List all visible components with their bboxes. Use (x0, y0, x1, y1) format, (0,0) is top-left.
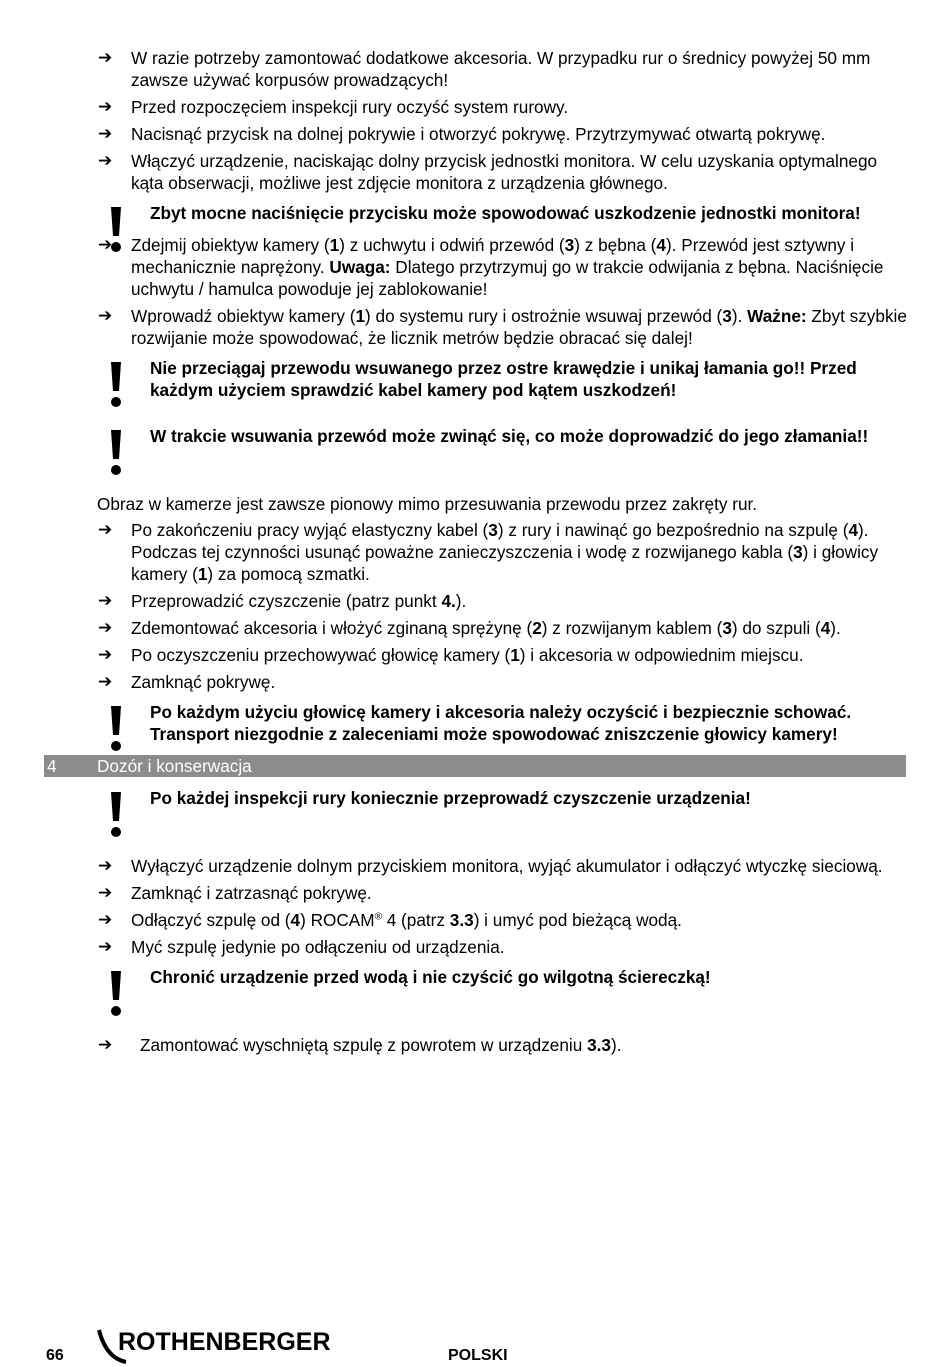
arrow-icon: ➔ (98, 124, 113, 143)
arrow-icon: ➔ (98, 672, 113, 691)
arrow-icon: ➔ (98, 883, 113, 902)
arrow-icon: ➔ (98, 97, 113, 116)
page-number: 66 (46, 1347, 64, 1364)
exclamation-icon (106, 968, 126, 1018)
list-item: ➔ Zdemontować akcesoria i włożyć zginaną sprężynę (2) z rozwijanym kablem (3) do szpuli (4). (98, 618, 841, 638)
exclamation-icon (106, 703, 126, 753)
arrow-icon: ➔ (98, 235, 113, 254)
list-item: ➔ Przed rozpoczęciem inspekcji rury oczyść system rurowy. (98, 97, 569, 117)
arrow-icon: ➔ (98, 520, 113, 539)
arrow-icon: ➔ (98, 1035, 113, 1054)
warning-note: Nie przeciągaj przewodu wsuwanego przez ostre krawędzie i unikaj łamania go!! Przed każdym użyciem sprawdzić kabel kamery pod kątem uszkodzeń! (0, 357, 950, 415)
rothenberger-logo (96, 1324, 348, 1364)
section-title: Dozór i konserwacja (97, 756, 252, 776)
exclamation-icon (106, 427, 126, 477)
paragraph: Obraz w kamerze jest zawsze pionowy mimo przesuwania przewodu przez zakręty rur. (97, 494, 758, 514)
page-footer (0, 1320, 950, 1364)
list-item: ➔ Odłączyć szpulę od (4) ROCAM® 4 (patrz 3.3) i umyć pod bieżącą wodą. (98, 910, 682, 930)
arrow-icon: ➔ (98, 48, 113, 67)
language-label: POLSKI (448, 1347, 508, 1364)
page-content (0, 47, 950, 1061)
arrow-icon: ➔ (98, 856, 113, 875)
arrow-icon: ➔ (98, 306, 113, 325)
section-heading (44, 755, 906, 777)
list-item: ➔ Po zakończeniu pracy wyjąć elastyczny kabel (3) z rury i nawinąć go bezpośrednio na szpulę (4). Podczas tej czynności usunąć poważne zanieczyszczenia i wodę z rozwijanego kabla (3) i głowicy kamery (1) za pomocą szmatki. (98, 520, 879, 584)
list-item: ➔ Przeprowadzić czyszczenie (patrz punkt 4.). (98, 591, 467, 611)
warning-note: Po każdej inspekcji rury koniecznie przeprowadź czyszczenie urządzenia! (0, 787, 950, 845)
arrow-icon: ➔ (98, 937, 113, 956)
list-item: ➔ Wyłączyć urządzenie dolnym przyciskiem monitora, wyjąć akumulator i odłączyć wtyczkę sieciową. (98, 856, 883, 876)
list-item: ➔ Myć szpulę jedynie po odłączeniu od urządzenia. (98, 937, 505, 957)
section-number: 4 (47, 756, 57, 776)
exclamation-icon (106, 789, 126, 839)
list-item: ➔ Wprowadź obiektyw kamery (1) do systemu rury i ostrożnie wsuwaj przewód (3). Ważne: Zbyt szybkie rozwijanie może spowodować, że licznik metrów będzie obracać się dalej! (98, 306, 907, 348)
arrow-icon: ➔ (98, 591, 113, 610)
list-item: ➔ Zamknąć pokrywę. (98, 672, 276, 692)
list-item: ➔ Zdejmij obiektyw kamery (1) z uchwytu i odwiń przewód (3) z bębna (4). Przewód jest sztywny i mechanicznie naprężony. Uwaga: Dlatego przytrzymuj go w trakcie odwijania z bębna. Naciśnięcie uchwytu / hamulca powoduje jej zablokowanie! (98, 235, 884, 299)
warning-note: Zbyt mocne naciśnięcie przycisku może spowodować uszkodzenie jednostki monitora! (0, 202, 950, 224)
list-item: ➔ Włączyć urządzenie, naciskając dolny przycisk jednostki monitora. W celu uzyskania optymalnego kąta obserwacji, możliwe jest zdjęcie monitora z urządzenia głównego. (98, 151, 878, 193)
svg-text:ROTHENBERGER: ROTHENBERGER (118, 1328, 331, 1356)
warning-note: Chronić urządzenie przed wodą i nie czyścić go wilgotną ściereczką! (0, 966, 950, 1024)
list-item: ➔ Nacisnąć przycisk na dolnej pokrywie i otworzyć pokrywę. Przytrzymywać otwartą pokrywę. (98, 124, 826, 144)
arrow-icon: ➔ (98, 645, 113, 664)
arrow-icon: ➔ (98, 151, 113, 170)
arrow-icon: ➔ (98, 618, 113, 637)
list-item: ➔ Zamknąć i zatrzasnąć pokrywę. (98, 883, 372, 903)
list-item: ➔ W razie potrzeby zamontować dodatkowe akcesoria. W przypadku rur o średnicy powyżej 50 mm zawsze używać korpusów prowadzących! (98, 48, 871, 90)
exclamation-icon (106, 359, 126, 409)
warning-note: Po każdym użyciu głowicę kamery i akcesoria należy oczyścić i bezpiecznie schować. Transport niezgodnie z zaleceniami może spowodować zniszczenie głowicy kamery! (0, 701, 950, 745)
warning-note: W trakcie wsuwania przewód może zwinąć się, co może doprowadzić do jego złamania!! (0, 425, 950, 483)
list-item: ➔ Zamontować wyschniętą szpulę z powrotem w urządzeniu 3.3). (98, 1035, 622, 1055)
arrow-icon: ➔ (98, 910, 113, 929)
list-item: ➔ Po oczyszczeniu przechowywać głowicę kamery (1) i akcesoria w odpowiednim miejscu. (98, 645, 804, 665)
